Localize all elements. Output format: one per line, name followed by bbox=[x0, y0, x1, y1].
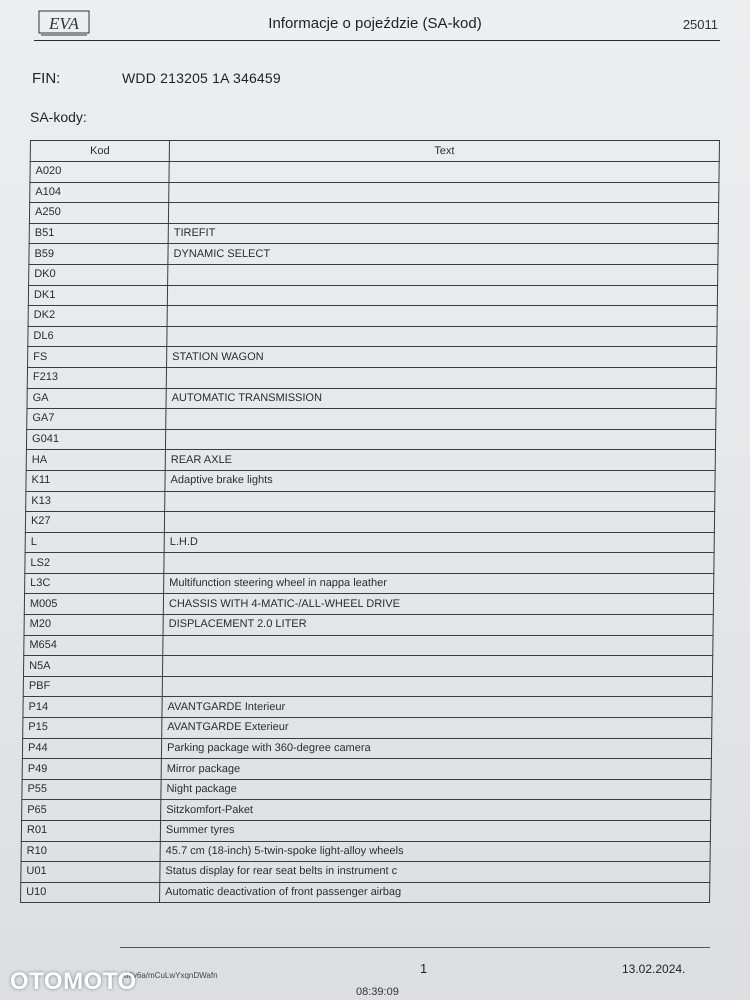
cell-kod: GA7 bbox=[27, 409, 166, 430]
cell-text: DYNAMIC SELECT bbox=[168, 244, 718, 265]
cell-text: AUTOMATIC TRANSMISSION bbox=[166, 388, 716, 409]
cell-kod: FS bbox=[28, 347, 167, 368]
table-row bbox=[26, 429, 715, 450]
header-divider bbox=[34, 40, 720, 41]
cell-kod: A104 bbox=[30, 182, 169, 203]
table-row bbox=[28, 326, 717, 347]
fin-label: FIN: bbox=[32, 70, 61, 87]
cell-kod: DK0 bbox=[29, 264, 168, 285]
cell-kod: A250 bbox=[29, 203, 168, 224]
table-header-row bbox=[30, 141, 719, 162]
table-row bbox=[22, 800, 711, 821]
cell-kod: K11 bbox=[26, 470, 165, 491]
cell-kod: L bbox=[25, 532, 164, 553]
cell-text bbox=[165, 429, 715, 450]
table-row bbox=[25, 512, 714, 533]
cell-kod: R01 bbox=[21, 821, 160, 842]
column-header-text: Text bbox=[169, 141, 719, 162]
table-row bbox=[22, 779, 711, 800]
fin-value: WDD 213205 1A 346459 bbox=[122, 70, 281, 86]
table-row bbox=[24, 615, 713, 636]
cell-kod: B51 bbox=[29, 223, 168, 244]
cell-text: Summer tyres bbox=[160, 821, 710, 842]
cell-kod: P14 bbox=[23, 697, 162, 718]
cell-kod: P49 bbox=[22, 759, 161, 780]
table-row bbox=[22, 759, 711, 780]
footer-document-id: 08y6a/mCuLwYxqnDWafn bbox=[124, 971, 218, 980]
cell-text: Night package bbox=[161, 779, 711, 800]
cell-text bbox=[168, 264, 718, 285]
table-row bbox=[21, 862, 710, 883]
table-row bbox=[27, 388, 716, 409]
cell-text: Adaptive brake lights bbox=[165, 470, 715, 491]
table-row bbox=[21, 821, 710, 842]
cell-kod: GA bbox=[27, 388, 166, 409]
cell-kod: DL6 bbox=[28, 326, 167, 347]
cell-text bbox=[167, 326, 717, 347]
sa-code-table-wrapper bbox=[20, 140, 720, 903]
table-body bbox=[21, 162, 720, 903]
cell-kod: U01 bbox=[21, 862, 160, 883]
table-row bbox=[26, 470, 715, 491]
table-row bbox=[23, 656, 712, 677]
table-row bbox=[28, 306, 717, 327]
table-row bbox=[24, 635, 713, 656]
cell-kod: L3C bbox=[25, 573, 164, 594]
cell-text: DISPLACEMENT 2.0 LITER bbox=[163, 615, 713, 636]
otomoto-watermark: OTOMOTO bbox=[10, 968, 137, 995]
cell-kod: PBF bbox=[23, 676, 162, 697]
cell-kod: B59 bbox=[29, 244, 168, 265]
cell-kod: DK2 bbox=[28, 306, 167, 327]
table-row bbox=[22, 738, 711, 759]
cell-text: Sitzkomfort-Paket bbox=[161, 800, 711, 821]
cell-text: Multifunction steering wheel in nappa leather bbox=[164, 573, 714, 594]
table-row bbox=[25, 553, 714, 574]
table-row bbox=[29, 203, 718, 224]
table-row bbox=[29, 264, 718, 285]
table-row bbox=[21, 841, 710, 862]
cell-text bbox=[164, 512, 714, 533]
svg-text:EVA: EVA bbox=[49, 14, 79, 33]
table-row bbox=[28, 285, 717, 306]
table-row bbox=[27, 409, 716, 430]
cell-kod: P44 bbox=[22, 738, 161, 759]
cell-text: CHASSIS WITH 4-MATIC-/ALL-WHEEL DRIVE bbox=[163, 594, 713, 615]
cell-kod: LS2 bbox=[25, 553, 164, 574]
cell-kod: G041 bbox=[26, 429, 165, 450]
table-row bbox=[30, 182, 719, 203]
page-number: 1 bbox=[420, 961, 428, 976]
cell-text: Parking package with 360-degree camera bbox=[161, 738, 711, 759]
cell-kod: M005 bbox=[24, 594, 163, 615]
cell-text bbox=[163, 635, 713, 656]
cell-text: 45.7 cm (18-inch) 5-twin-spoke light-alloy wheels bbox=[160, 841, 710, 862]
cell-kod: K27 bbox=[25, 512, 164, 533]
cell-text bbox=[164, 553, 714, 574]
sa-codes-label: SA-kody: bbox=[30, 109, 87, 125]
document-code: 25011 bbox=[682, 17, 718, 32]
cell-kod: DK1 bbox=[28, 285, 167, 306]
footer-divider bbox=[120, 947, 710, 948]
cell-text: AVANTGARDE Interieur bbox=[162, 697, 712, 718]
table-row bbox=[29, 244, 718, 265]
table-row bbox=[30, 162, 719, 183]
cell-kod: K13 bbox=[26, 491, 165, 512]
cell-kod: P55 bbox=[22, 779, 161, 800]
cell-text: REAR AXLE bbox=[165, 450, 715, 471]
table-row bbox=[28, 347, 717, 368]
cell-kod: U10 bbox=[21, 882, 160, 903]
column-header-kod: Kod bbox=[30, 141, 169, 162]
cell-text bbox=[169, 182, 719, 203]
cell-kod: N5A bbox=[23, 656, 162, 677]
cell-kod: P15 bbox=[23, 718, 162, 739]
cell-text bbox=[166, 409, 716, 430]
cell-kod: F213 bbox=[27, 367, 166, 388]
cell-text bbox=[162, 656, 712, 677]
table-row bbox=[26, 491, 715, 512]
cell-text bbox=[167, 285, 717, 306]
page-title: Informacje o pojeździe (SA-kod) bbox=[268, 15, 482, 32]
cell-text: L.H.D bbox=[164, 532, 714, 553]
table-row bbox=[25, 532, 714, 553]
table-row bbox=[24, 594, 713, 615]
table-row bbox=[23, 697, 712, 718]
cell-text bbox=[166, 367, 716, 388]
print-date: 13.02.2024. bbox=[622, 962, 686, 976]
cell-kod: M654 bbox=[24, 635, 163, 656]
cell-text: Mirror package bbox=[161, 759, 711, 780]
table-row bbox=[23, 676, 712, 697]
cell-text: Status display for rear seat belts in instrument c bbox=[160, 862, 710, 883]
cell-text bbox=[162, 676, 712, 697]
cell-text bbox=[167, 306, 717, 327]
cell-text: TIREFIT bbox=[168, 223, 718, 244]
cell-kod: A020 bbox=[30, 162, 169, 183]
cell-kod: P65 bbox=[22, 800, 161, 821]
cell-text: Automatic deactivation of front passenger airbag bbox=[160, 882, 710, 903]
cell-text bbox=[168, 203, 718, 224]
cell-kod: M20 bbox=[24, 615, 163, 636]
cell-kod: R10 bbox=[21, 841, 160, 862]
cell-text: AVANTGARDE Exterieur bbox=[162, 718, 712, 739]
cell-kod: HA bbox=[26, 450, 165, 471]
table-row bbox=[29, 223, 718, 244]
sa-code-table bbox=[20, 140, 720, 903]
print-time: 08:39:09 bbox=[356, 986, 399, 998]
cell-text: STATION WAGON bbox=[167, 347, 717, 368]
table-row bbox=[27, 367, 716, 388]
table-row bbox=[25, 573, 714, 594]
table-row bbox=[26, 450, 715, 471]
cell-text bbox=[165, 491, 715, 512]
cell-text bbox=[169, 162, 719, 183]
table-row bbox=[21, 882, 710, 903]
table-row bbox=[23, 718, 712, 739]
